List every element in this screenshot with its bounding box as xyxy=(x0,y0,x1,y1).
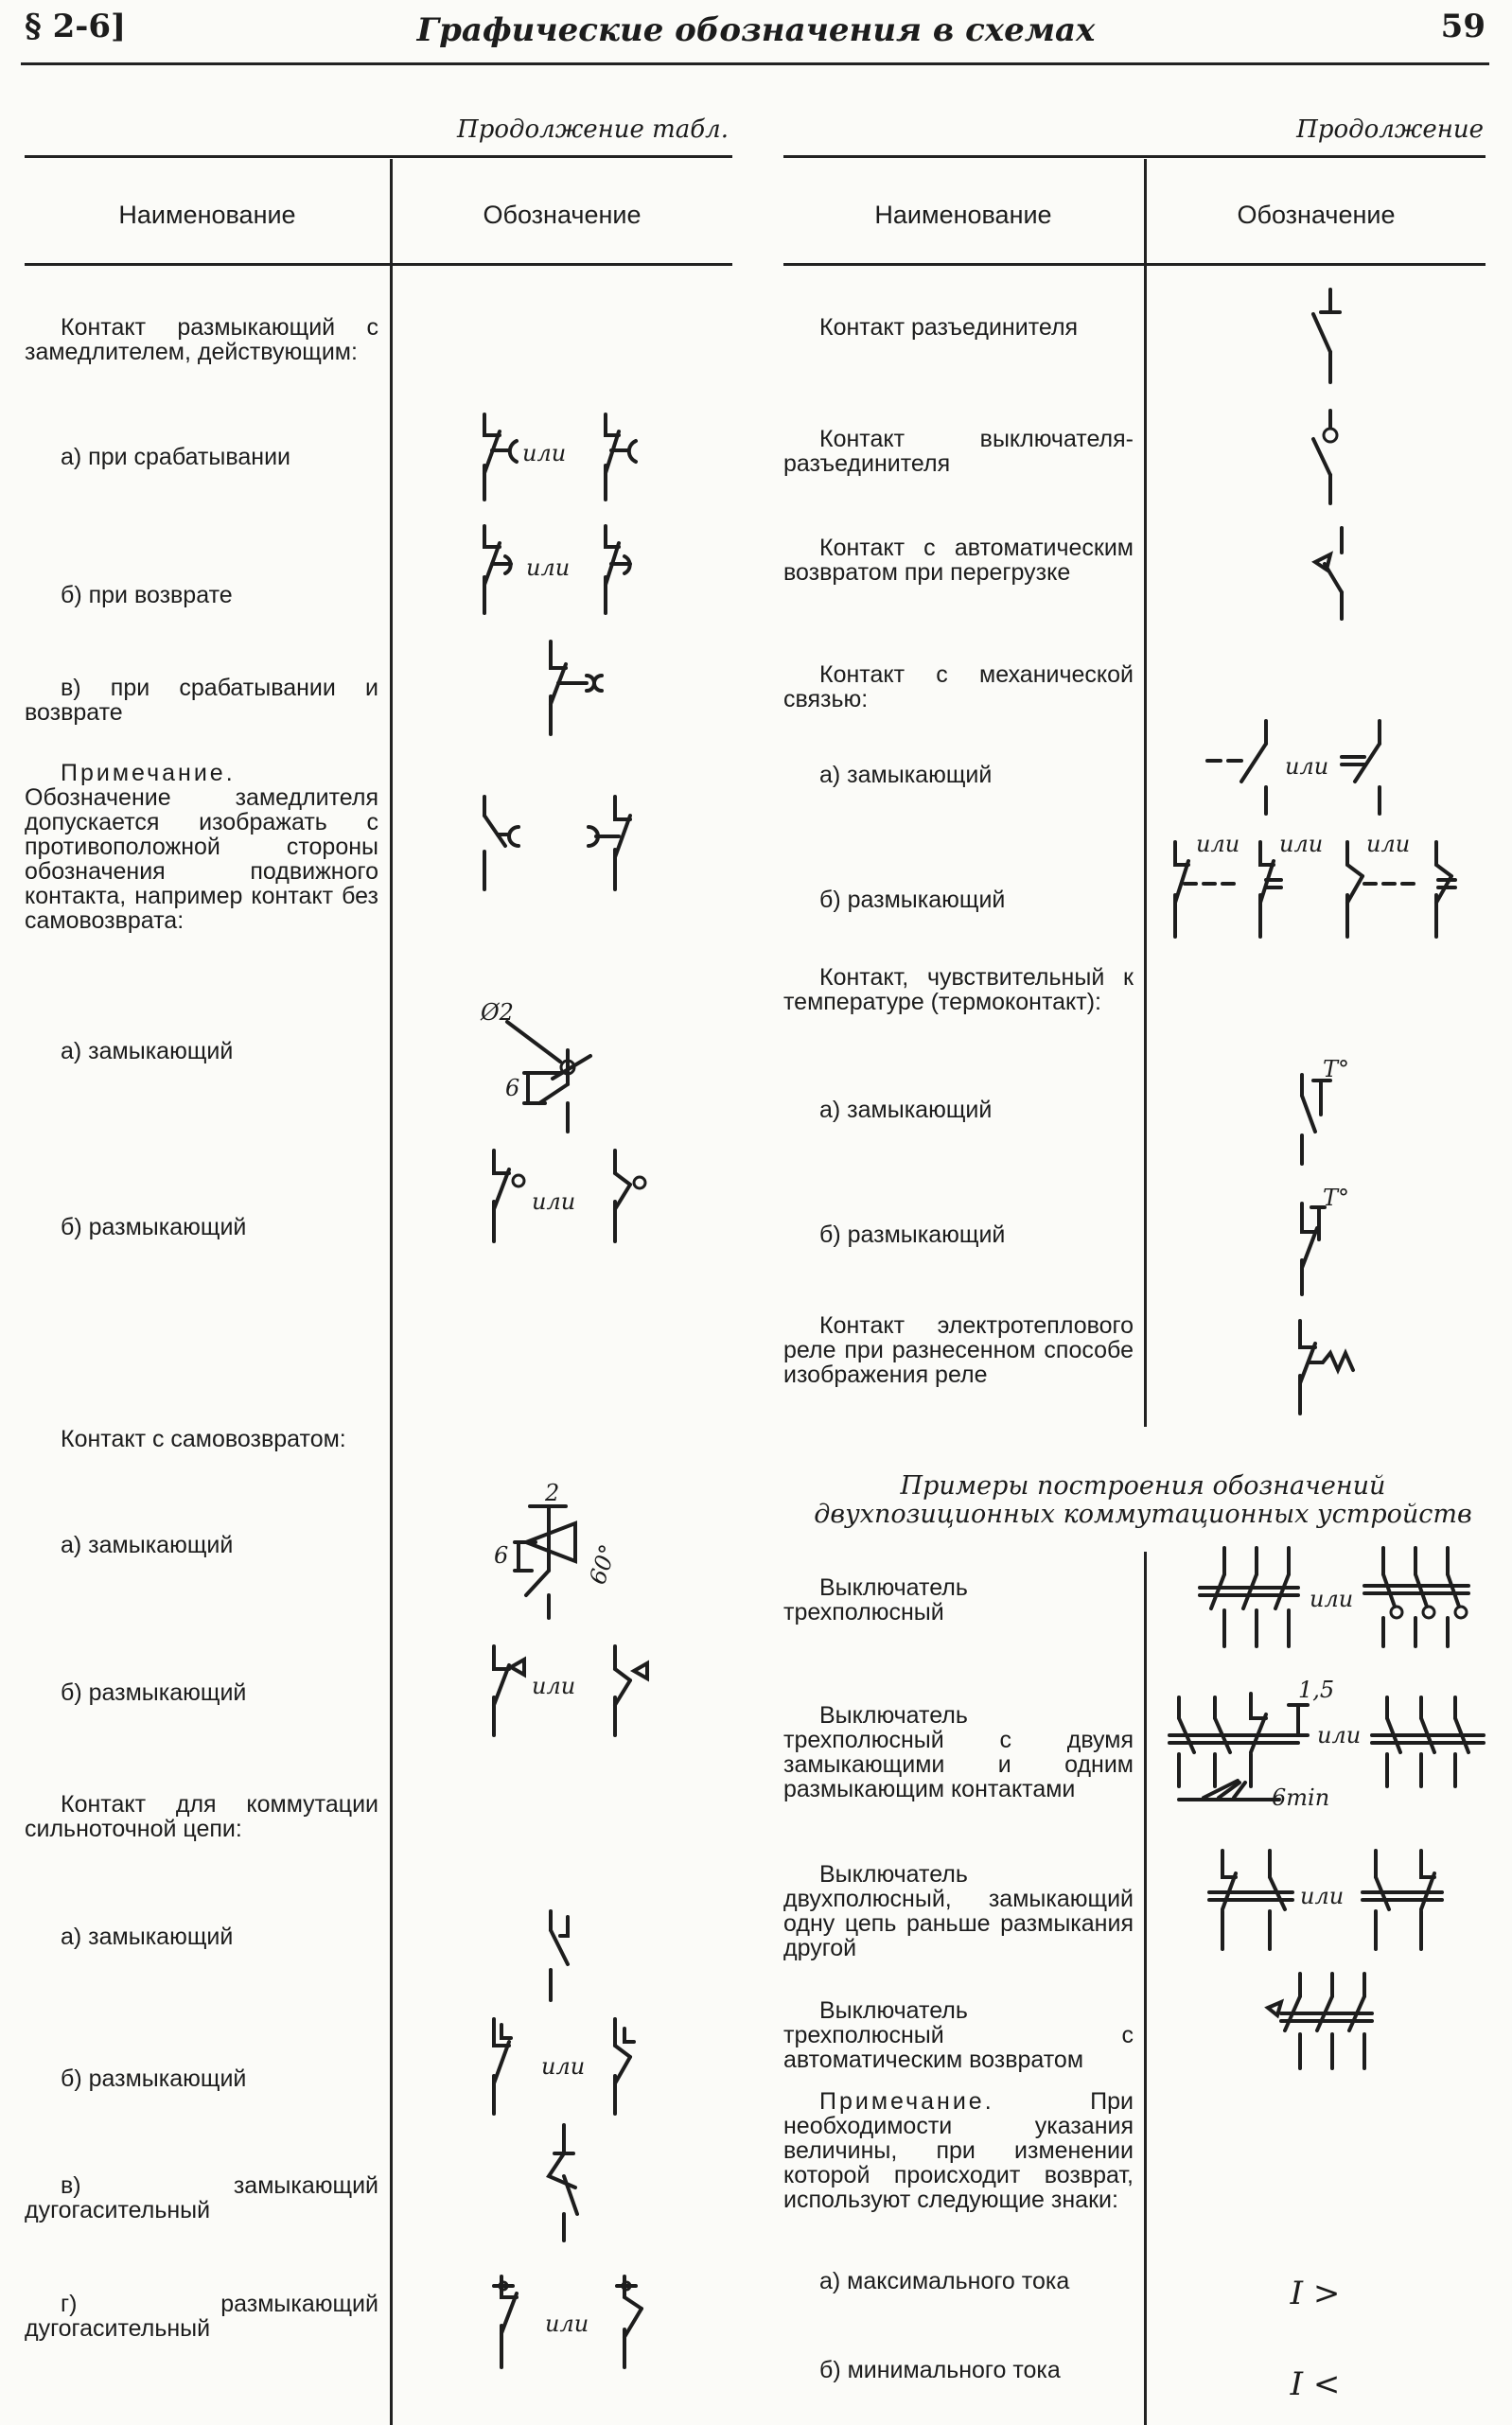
or-label: или xyxy=(532,1673,576,1699)
or-label: или xyxy=(1196,831,1240,857)
right-item-disconnector: Контакт разъединителя xyxy=(819,314,1079,341)
header-rule xyxy=(21,62,1489,65)
or-label: или xyxy=(541,2053,586,2080)
symbol-self-return-break xyxy=(473,1637,681,1741)
right-example-3pole: Выключатель трехполюсный xyxy=(783,1574,968,1625)
angle-label: 60° xyxy=(584,1540,623,1589)
left-item-high-current-b: б) размыкающий xyxy=(61,2065,247,2092)
symbol-note-break xyxy=(473,1147,681,1251)
left-item-b-return: б) при возврате xyxy=(61,582,233,608)
left-continuation: Продолжение табл. xyxy=(457,115,729,144)
symbol-high-current-break xyxy=(473,2013,681,2117)
examples-section-title: Примеры построения обозначений двухпозиционных коммутационных устройств xyxy=(814,1471,1472,1529)
or-label: или xyxy=(532,1188,576,1215)
right-example-3pole-mixed: Выключатель трехполюсный с двумя замыкающими и одним размыкающим контактами xyxy=(783,1702,1134,1802)
right-continuation: Продолжение xyxy=(1296,115,1484,144)
or-label: или xyxy=(1310,1586,1354,1612)
left-item-note-b: б) размыкающий xyxy=(61,1214,247,1240)
or-label: или xyxy=(1366,831,1411,857)
note-word-right: Примечание. xyxy=(819,2088,994,2115)
or-label: или xyxy=(526,554,571,581)
min-6-label: 6min xyxy=(1272,1784,1330,1811)
symbol-switch-disconnector xyxy=(1287,405,1363,509)
symbol-delayed-break-both xyxy=(530,636,643,740)
symbol-delayed-break-return xyxy=(464,522,681,617)
left-table-top-rule xyxy=(25,155,732,158)
symbol-delayed-break-operate xyxy=(464,409,681,503)
right-col-name-header: Наименование xyxy=(874,201,1052,229)
right-example-min-current: б) минимального тока xyxy=(819,2357,1061,2383)
right-item-mechanical-link: Контакт с механической связью: xyxy=(783,661,1134,712)
symbol-overload-auto-return xyxy=(1287,520,1363,624)
right-col-symbol-header: Обозначение xyxy=(1237,201,1396,229)
dim-2-label: 2 xyxy=(545,1480,560,1506)
or-label: или xyxy=(1317,1722,1362,1748)
symbol-thermo-break xyxy=(1277,1185,1381,1302)
right-example-2pole: Выключатель двухполюсный, замыкающий одну цепь раньше размыкания другой xyxy=(783,1861,1134,1961)
page-title: Графические обозначения в схемах xyxy=(416,11,1096,49)
left-item-c-operate-return: в) при срабатывании и возврате xyxy=(25,675,378,726)
dim-6-label: 6 xyxy=(494,1542,509,1569)
right-example-note: Примечание. При необходимости указания величины, при изменении которой происходит возврат, используют следующие знаки: xyxy=(783,2088,1134,2213)
symbol-thermo-make xyxy=(1277,1058,1381,1171)
symbol-3pole-switch xyxy=(1194,1542,1497,1656)
right-head-rule xyxy=(783,263,1486,266)
symbol-high-current-make xyxy=(530,1902,615,2006)
right-item-thermo-a: а) замыкающий xyxy=(819,1097,993,1123)
left-item-delayed-break: Контакт размыкающий с замедлителем, действующим: xyxy=(25,314,378,365)
symbol-disconnector xyxy=(1287,284,1363,388)
left-col-name-header: Наименование xyxy=(118,201,296,229)
right-example-3pole-auto: Выключатель трехполюсный с автоматическим возвратом xyxy=(783,1997,1134,2073)
symbol-high-current-arc-make xyxy=(530,2119,615,2242)
left-item-self-return-a: а) замыкающий xyxy=(61,1532,234,1558)
left-item-note: Примечание. Обозначение замедлителя допускается изображать с противоположной стороны обозначения подвижного контакта, например контакт без самовозврата: xyxy=(25,760,378,934)
temp-label: T° xyxy=(1323,1056,1350,1082)
left-item-note-a: а) замыкающий xyxy=(61,1038,234,1064)
temp-label: T° xyxy=(1323,1185,1350,1211)
section-number: § 2-6] xyxy=(25,8,127,45)
or-label: или xyxy=(545,2311,589,2337)
symbol-mechanical-break xyxy=(1162,833,1484,946)
symbol-self-return-make xyxy=(473,1476,662,1618)
left-item-self-return-b: б) размыкающий xyxy=(61,1679,247,1706)
right-item-switch-disconnector: Контакт выключателя-разъединителя xyxy=(783,426,1134,477)
symbol-high-current-arc-break xyxy=(473,2263,691,2386)
symbol-3pole-auto-return xyxy=(1258,1968,1400,2082)
right-item-thermo: Контакт, чувствительный к температуре (термоконтакт): xyxy=(783,964,1134,1015)
right-column-divider-bottom xyxy=(1144,1552,1147,2425)
left-item-high-current-a: а) замыкающий xyxy=(61,1924,234,1950)
right-item-mechanical-b: б) размыкающий xyxy=(819,887,1006,913)
right-item-mechanical-a: а) замыкающий xyxy=(819,762,993,788)
left-item-a-operate: а) при срабатывании xyxy=(61,444,290,470)
symbol-thermal-relay-contact xyxy=(1277,1315,1391,1419)
or-label: или xyxy=(522,440,567,466)
diameter-label: Ø2 xyxy=(481,999,514,1026)
min-current-sign: I < xyxy=(1290,2365,1341,2403)
right-column-divider-top xyxy=(1144,159,1147,1427)
symbol-mechanical-make xyxy=(1200,715,1408,819)
left-head-rule xyxy=(25,263,732,266)
left-column-divider xyxy=(390,159,393,2425)
symbol-note-make-dimensioned xyxy=(473,993,662,1135)
symbol-3pole-mixed xyxy=(1166,1677,1497,1828)
or-label: или xyxy=(1300,1883,1345,1909)
or-label: или xyxy=(1285,753,1329,780)
left-col-symbol-header: Обозначение xyxy=(483,201,642,229)
left-item-high-current-c: в) замыкающий дугогасительный xyxy=(25,2172,378,2223)
right-item-thermo-b: б) размыкающий xyxy=(819,1221,1006,1248)
left-item-high-current: Контакт для коммутации сильноточной цепи: xyxy=(25,1791,378,1842)
right-example-max-current: а) максимального тока xyxy=(819,2268,1070,2294)
dim-1-5-label: 1,5 xyxy=(1298,1677,1335,1703)
page-number: 59 xyxy=(1440,8,1486,45)
or-label: или xyxy=(1279,831,1324,857)
note-word: Примечание. xyxy=(61,760,236,786)
max-current-sign: I > xyxy=(1290,2275,1341,2312)
dim-6-label: 6 xyxy=(505,1075,520,1101)
left-item-self-return: Контакт с самовозвратом: xyxy=(61,1426,346,1452)
right-item-thermal-relay: Контакт электротеплового реле при разнесенном способе изображения реле xyxy=(783,1312,1134,1388)
right-item-overload-return: Контакт с автоматическим возвратом при перегрузке xyxy=(783,535,1134,586)
symbol-note-example xyxy=(464,791,681,895)
left-item-high-current-d: г) размыкающий дугогасительный xyxy=(25,2291,378,2342)
symbol-2pole-switch xyxy=(1194,1843,1478,1957)
right-table-top-rule xyxy=(783,155,1486,158)
